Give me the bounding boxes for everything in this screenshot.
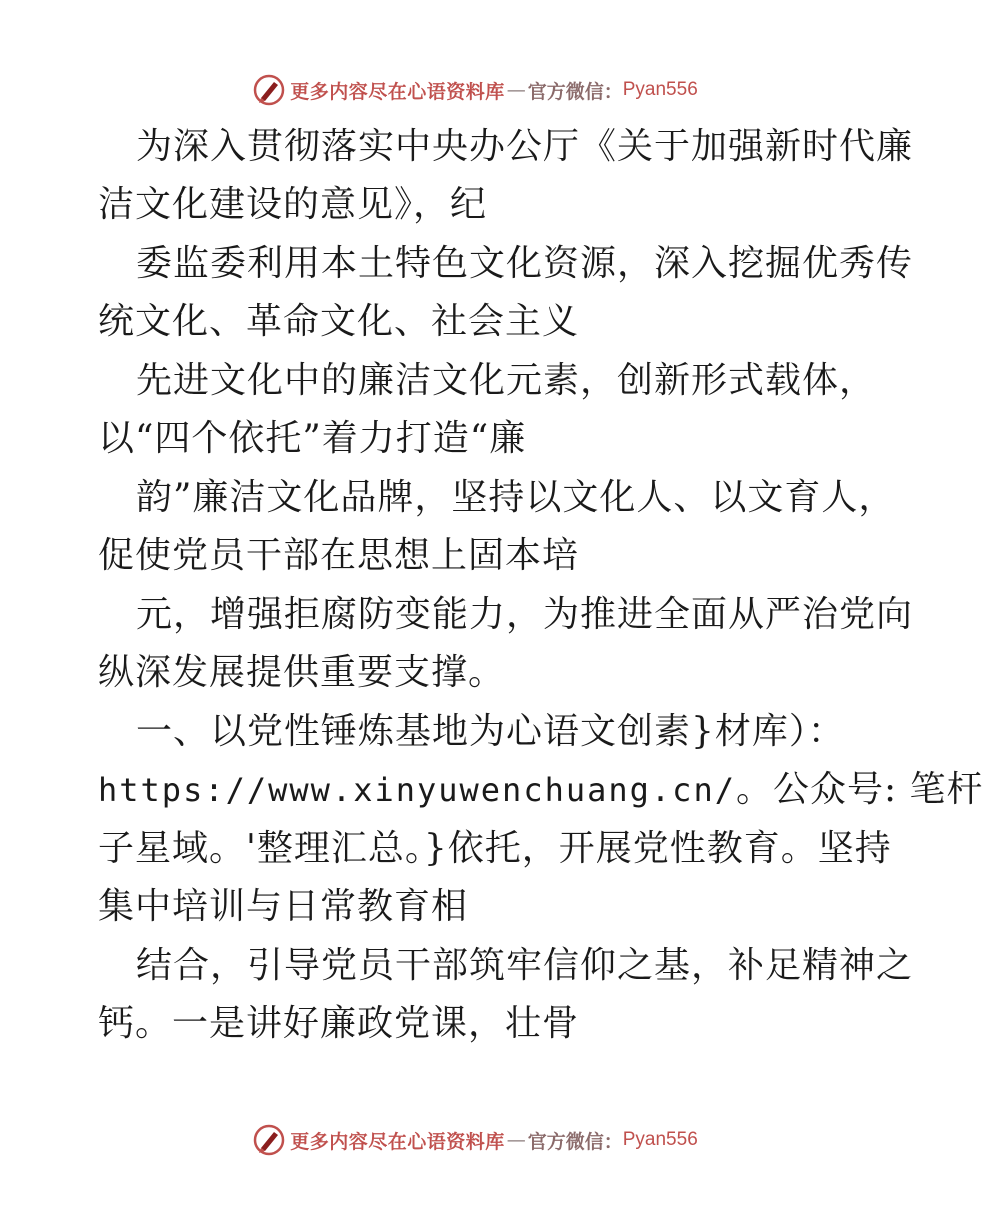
banner-dash: —: [506, 1129, 526, 1151]
text-line: 钙。一是讲好廉政党课，壮骨: [98, 1003, 580, 1044]
banner-text: 更多内容尽在心语资料库: [290, 80, 505, 103]
pen-logo-icon: [252, 73, 286, 107]
banner-wechat-label: 官方微信：: [527, 1130, 623, 1153]
text-line: 促使党员干部在思想上固本培: [98, 535, 580, 576]
text-line: 为深入贯彻落实中央办公厅《关于加强新时代廉: [136, 126, 914, 167]
text-line: 子星域。'整理汇总。}依托，开展党性教育。坚持: [98, 828, 892, 869]
pen-logo-icon: [252, 1123, 286, 1157]
banner-wechat-id: Pyan556: [622, 1129, 698, 1150]
text-line: 集中培训与日常教育相: [98, 886, 469, 927]
text-line: 以“四个依托”着力打造“廉: [98, 418, 527, 459]
url-trailing-text: 。公众号: 笔杆: [735, 769, 984, 810]
text-line: 纵深发展提供重要支撑。: [98, 652, 506, 693]
footer-banner: [0, 1120, 950, 1160]
banner-wechat-id: Pyan556: [622, 79, 698, 100]
url-text: https://www.xinyuwenchuang.cn/: [98, 771, 736, 809]
text-line: 结合，引导党员干部筑牢信仰之基，补足精神之: [136, 945, 914, 986]
text-line: 一、以党性锤炼基地为心语文创素}材库）：: [136, 711, 845, 752]
text-line: 统文化、革命文化、社会主义: [98, 301, 580, 342]
text-line: 韵”廉洁文化品牌，坚持以文化人、以文育人，: [136, 477, 896, 518]
text-line: 洁文化建设的意见》，纪: [98, 184, 488, 225]
header-banner: [0, 70, 950, 110]
text-line: 元，增强拒腐防变能力，为推进全面从严治党向: [136, 594, 914, 635]
text-line: 委监委利用本土特色文化资源，深入挖掘优秀传: [136, 243, 914, 284]
text-line-url: [98, 768, 984, 812]
text-line: 先进文化中的廉洁文化元素，创新形式载体，: [136, 360, 877, 401]
banner-dash: —: [506, 79, 526, 101]
banner-wechat-label: 官方微信：: [527, 80, 623, 103]
banner-text: 更多内容尽在心语资料库: [290, 1130, 505, 1153]
